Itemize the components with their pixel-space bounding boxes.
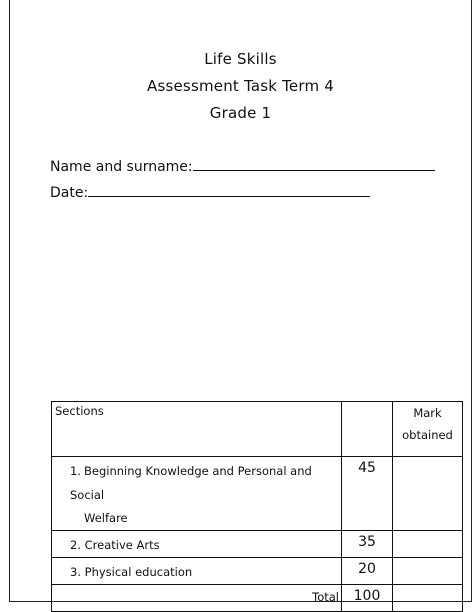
table-row <box>52 531 463 558</box>
section-number: 1. <box>70 464 81 478</box>
name-blank-line <box>193 169 435 171</box>
section-label-line2: Welfare <box>84 511 128 525</box>
mark-obtained-cell[interactable] <box>393 531 463 558</box>
section-label-line1: Beginning Knowledge and Personal and Social <box>70 464 312 502</box>
name-label: Name and surname: <box>50 159 193 175</box>
sections-table <box>51 401 463 612</box>
sections-header: Sections <box>52 402 342 457</box>
mark-obtained-header-line1: Mark <box>413 406 442 420</box>
date-blank-line <box>88 195 370 197</box>
mark-obtained-cell[interactable] <box>393 457 463 531</box>
total-label: Total <box>52 585 342 612</box>
title-block <box>10 46 471 127</box>
section-label-cell <box>52 531 342 558</box>
section-number: 3. <box>70 565 81 579</box>
section-marks: 20 <box>342 558 393 585</box>
table-header-row <box>52 402 463 457</box>
date-label: Date: <box>50 185 89 201</box>
table-row <box>52 457 463 531</box>
table-row <box>52 558 463 585</box>
name-field <box>50 159 435 175</box>
mark-obtained-header <box>393 402 463 457</box>
section-label-cell <box>52 457 342 531</box>
mark-obtained-cell[interactable] <box>393 558 463 585</box>
total-row <box>52 585 463 612</box>
section-label: Physical education <box>84 565 193 579</box>
section-number: 2. <box>70 538 81 552</box>
section-label: Creative Arts <box>84 538 160 552</box>
grade-title: Grade 1 <box>209 104 272 122</box>
date-field <box>50 185 370 201</box>
total-obtained-cell[interactable] <box>393 585 463 612</box>
subject-title: Life Skills <box>204 50 277 68</box>
total-marks: 100 <box>342 585 393 612</box>
section-label-cell <box>52 558 342 585</box>
marks-header <box>342 402 393 457</box>
document-page <box>9 0 472 602</box>
assessment-title: Assessment Task Term 4 <box>147 77 334 95</box>
section-marks: 35 <box>342 531 393 558</box>
mark-obtained-header-line2: obtained <box>402 428 453 442</box>
section-marks: 45 <box>342 457 393 531</box>
